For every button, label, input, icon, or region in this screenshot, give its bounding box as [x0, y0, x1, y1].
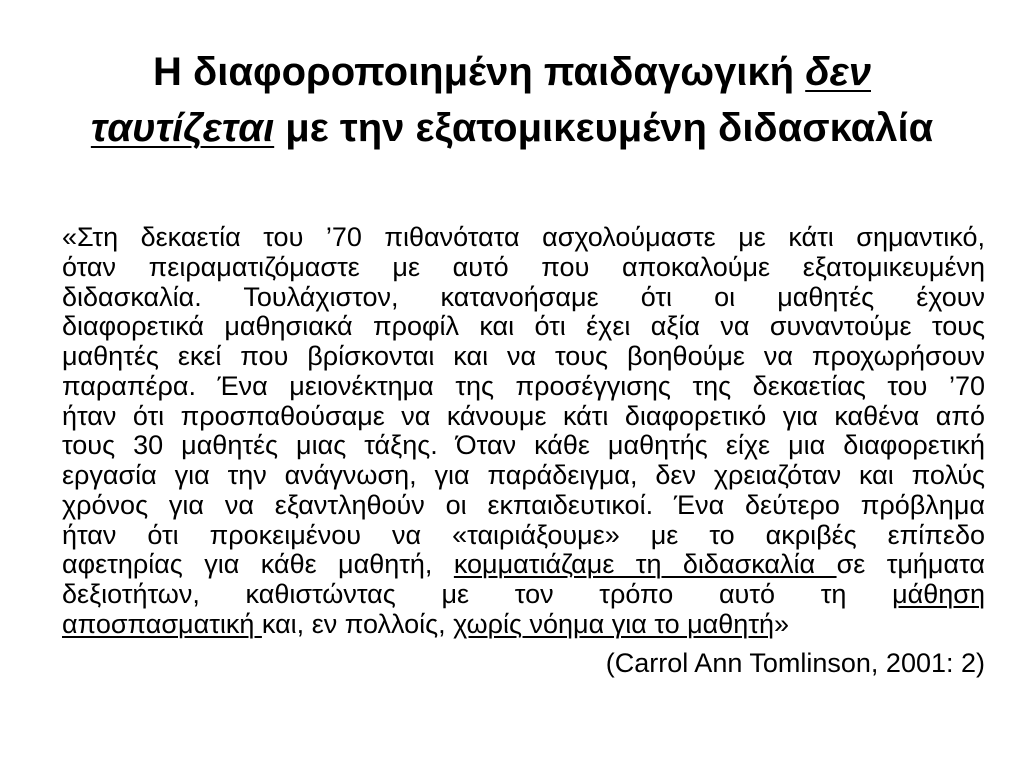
quote-line: [62, 491, 985, 521]
title-line-2: [0, 100, 1024, 156]
quote-text: τους 30 μαθητές μιας τάξης. Όταν κάθε μαθητής είχε μια διαφορετική: [62, 430, 985, 461]
title-emphasis: ταυτίζεται: [90, 106, 275, 150]
quote-text: και, εν πολλοίς,: [261, 608, 454, 639]
quote-line: [62, 550, 985, 580]
quote-text: ήταν ότι προσπαθούσαμε να κάνουμε κάτι διαφορετικό για καθένα από: [62, 400, 985, 431]
quote-text: διδασκαλία. Τουλάχιστον, κατανοήσαμε ότι οι μαθητές έχουν: [62, 281, 985, 312]
title-text: με την εξατομικευμένη διδασκαλία: [274, 106, 934, 150]
citation: (Carrol Ann Tomlinson, 2001: 2): [605, 648, 985, 678]
quote-line: [62, 431, 985, 461]
quote-text: ήταν ότι προκειμένου να «ταιριάξουμε» με το ακριβές επίπεδο: [62, 519, 985, 550]
quote-text: διαφορετικά μαθησιακά προφίλ και ότι έχει αξία να συναντούμε τους: [62, 311, 985, 342]
quote-text: «Στη δεκαετία του ’70 πιθανότατα ασχολούμαστε με κάτι σημαντικό,: [62, 222, 985, 252]
quote-line: [62, 461, 985, 491]
quote-text: αφετηρίας για κάθε μαθητή,: [62, 549, 454, 580]
quote-paragraph: [62, 223, 985, 640]
quote-underlined-text: αποσπασματική: [62, 608, 262, 639]
quote-text: »: [774, 608, 790, 639]
quote-text: παραπέρα. Ένα μειονέκτημα της προσέγγισης της δεκαετίας του ’70: [62, 370, 985, 401]
quote-underlined-text: κομματιάζαμε τη διδασκαλία: [453, 549, 837, 580]
quote-line: [62, 312, 985, 342]
quote-line: [62, 223, 985, 253]
quote-underlined-text: χωρίς νόημα για το μαθητή: [453, 608, 774, 639]
title-text: Η διαφοροποιημένη παιδαγωγική: [153, 50, 806, 94]
quote-line: [62, 521, 985, 551]
quote-line: [62, 580, 985, 610]
slide-title: [0, 44, 1024, 156]
quote-text: εργασία για την ανάγνωση, για παράδειγμα, δεν χρειαζόταν και πολύς: [62, 460, 985, 491]
quote-text: χρόνος για να εξαντληθούν οι εκπαιδευτικοί. Ένα δεύτερο πρόβλημα: [62, 489, 985, 520]
quote-text: σε τμήματα: [836, 549, 985, 580]
quote-line: [62, 283, 985, 313]
title-line-1: [0, 44, 1024, 100]
quote-line: [62, 342, 985, 372]
title-emphasis: δεν: [805, 50, 871, 94]
quote-line: [62, 253, 985, 283]
quote-line: [62, 372, 985, 402]
quote-underlined-text: μάθηση: [892, 579, 985, 610]
quote-line: [62, 402, 985, 432]
quote-text: μαθητές εκεί που βρίσκονται και να τους βοηθούμε να προχωρήσουν: [62, 341, 985, 372]
quote-line: [62, 610, 985, 640]
quote-text: όταν πειραματιζόμαστε με αυτό που αποκαλούμε εξατομικευμένη: [62, 251, 985, 282]
quote-text: δεξιοτήτων, καθιστώντας με τον τρόπο αυτό τη: [62, 579, 893, 610]
